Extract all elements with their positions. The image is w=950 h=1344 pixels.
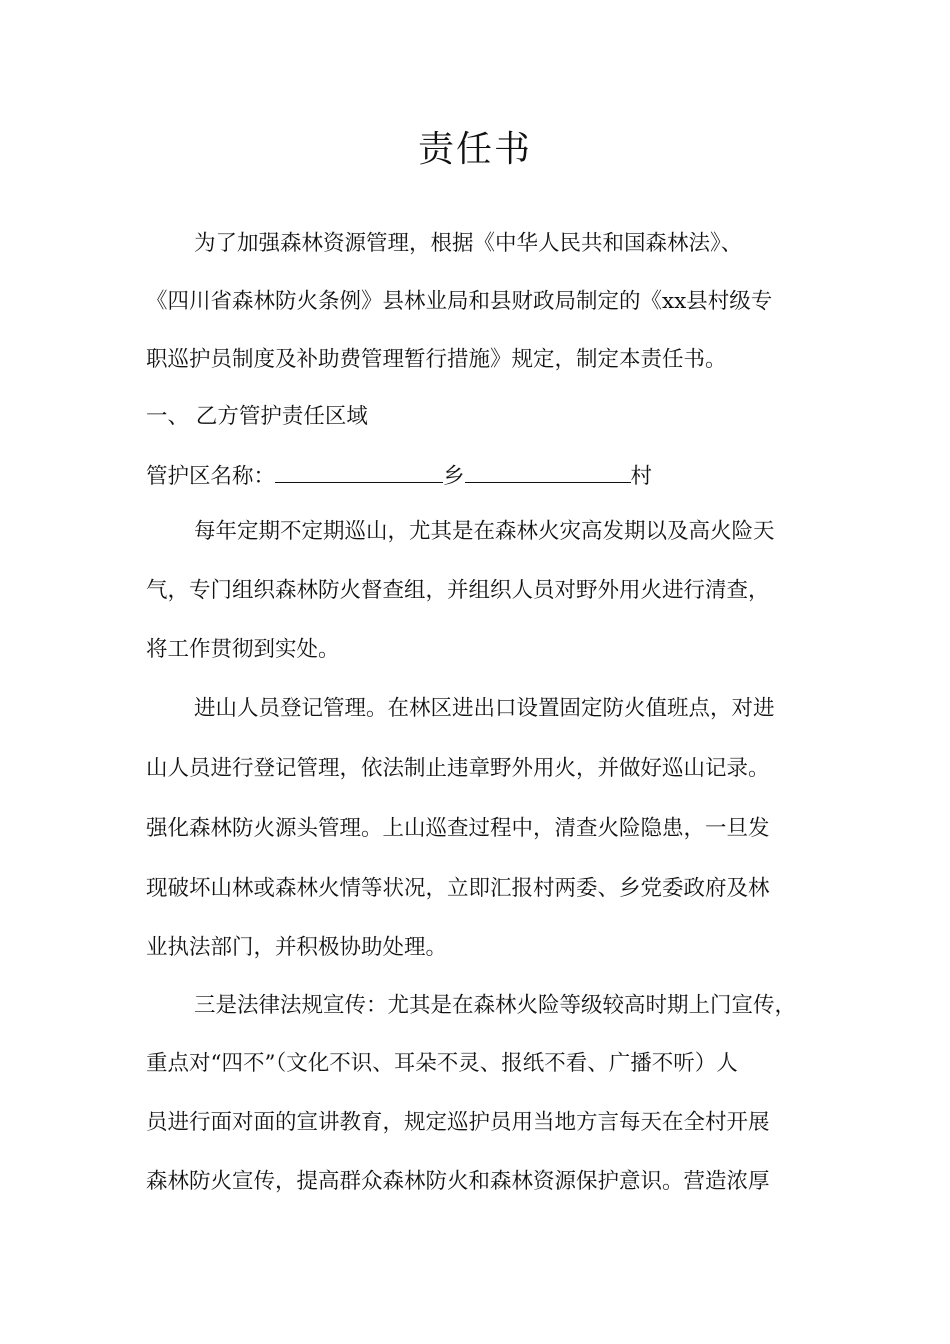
paragraph-line: 进山人员登记管理。在林区进出口设置固定防火值班点，对进 — [194, 696, 775, 721]
paragraph-line: 现破坏山林或森林火情等状况，立即汇报村两委、乡党委政府及林 — [146, 876, 770, 901]
form-label: 管护区名称： — [146, 464, 276, 489]
township-unit: 乡 — [443, 464, 465, 489]
paragraph-line: 将工作贯彻到实处。 — [146, 637, 340, 662]
paragraph-line: 气，专门组织森林防火督查组，并组织人员对野外用火进行清查， — [146, 578, 770, 603]
paragraph-line: 山人员进行登记管理，依法制止违章野外用火，并做好巡山记录。 — [146, 756, 770, 781]
township-blank — [275, 458, 443, 483]
section-heading: 一、 乙方管护责任区域 — [146, 404, 368, 429]
paragraph-line: 三是法律法规宣传：尤其是在森林火险等级较高时期上门宣传， — [194, 993, 797, 1018]
paragraph-line: 职巡护员制度及补助费管理暂行措施》规定，制定本责任书。 — [146, 347, 727, 372]
paragraph-line: 业执法部门，并积极协助处理。 — [146, 935, 448, 960]
paragraph-line: 强化森林防火源头管理。上山巡查过程中，清查火险隐患，一旦发 — [146, 816, 770, 841]
document-title: 责任书 — [417, 129, 532, 170]
paragraph-line: 员进行面对面的宣讲教育，规定巡护员用当地方言每天在全村开展 — [146, 1110, 770, 1135]
paragraph-line: 每年定期不定期巡山，尤其是在森林火灾高发期以及高火险天 — [194, 519, 775, 544]
village-unit: 村 — [630, 464, 653, 489]
paragraph-line: 《四川省森林防火条例》县林业局和县财政局制定的《xx县村级专 — [146, 289, 773, 314]
paragraph-line: 重点对“四不”（文化不识、耳朵不灵、报纸不看、广播不听）人 — [146, 1051, 738, 1076]
paragraph-line: 森林防火宣传，提高群众森林防火和森林资源保护意识。营造浓厚 — [146, 1169, 770, 1194]
village-blank — [465, 458, 631, 483]
form-line — [146, 458, 652, 493]
paragraph-line: 为了加强森林资源管理，根据《中华人民共和国森林法》、 — [194, 231, 743, 256]
